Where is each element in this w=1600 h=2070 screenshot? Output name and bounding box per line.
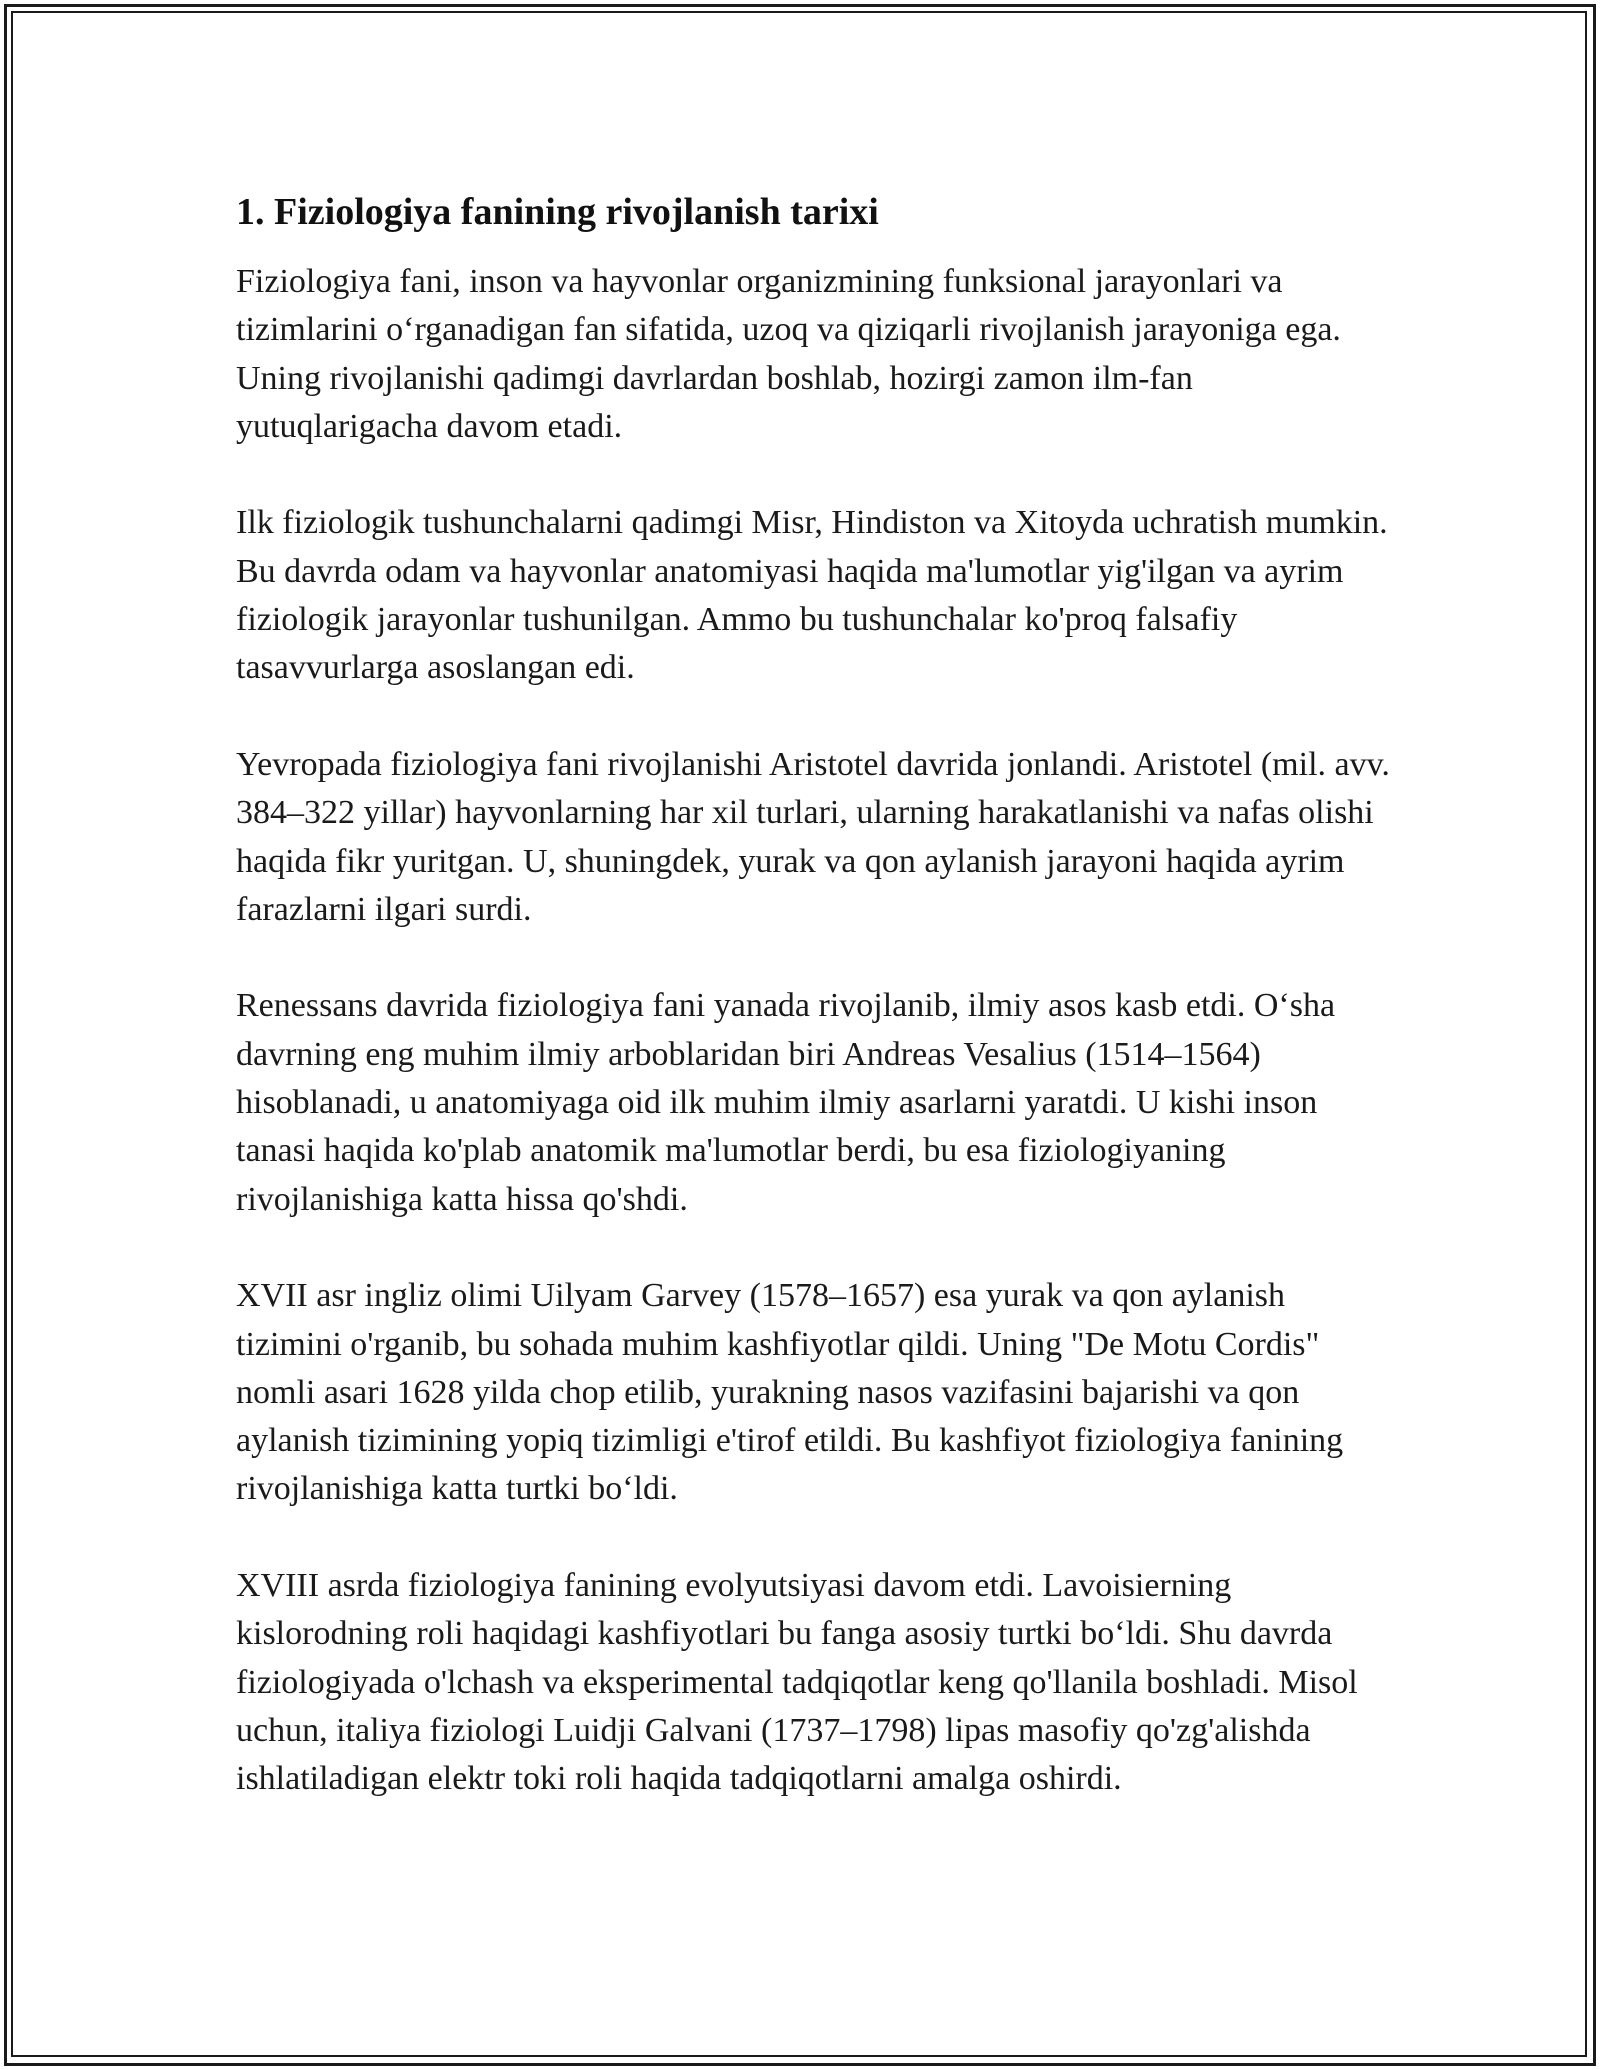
document-body: [236, 188, 1396, 1804]
paragraph-eighteenth-century: XVIII asrda fiziologiya fanining evolyutsiyasi davom etdi. Lavoisierning kislorodning roli haqidagi kashfiyotlari bu fanga asosiy turtki bo‘ldi. Shu davrda fiziologiyada o'lchash va eksperimental tadqiqotlar keng qo'llanila boshladi. Misol uchun, italiya fiziologi Luidji Galvani (1737–1798) lipas masofiy qo'zg'alishda ishlatiladigan elektr toki roli haqida tadqiqotlarni amalga oshirdi.: [236, 1567, 1358, 1798]
paragraph-intro: Fiziologiya fani, inson va hayvonlar organizmining funksional jarayonlari va tizimlarini o‘rganadigan fan sifatida, uzoq va qiziqarli rivojlanish jarayoniga ega. Uning rivojlanishi qadimgi davrlardan boshlab, hozirgi zamon ilm-fan yutuqlarigacha davom etadi.: [236, 263, 1341, 445]
paragraph-harvey: XVII asr ingliz olimi Uilyam Garvey (1578–1657) esa yurak va qon aylanish tizimini o'rganib, bu sohada muhim kashfiyotlar qildi. Uning "De Motu Cordis" nomli asari 1628 yilda chop etilib, yurakning nasos vazifasini bajarishi va qon aylanish tizimining yopiq tizimligi e'tirof etildi. Bu kashfiyot fiziologiya fanining rivojlanishiga katta turtki bo‘ldi.: [236, 1277, 1344, 1508]
section-heading: 1. Fiziologiya fanining rivojlanish tarixi: [236, 191, 879, 233]
paragraph-aristotle: Yevropada fiziologiya fani rivojlanishi Aristotel davrida jonlandi. Aristotel (mil. avv. 384–322 yillar) hayvonlarning har xil turlari, ularning harakatlanishi va nafas olishi haqida fikr yuritgan. U, shuningdek, yurak va qon aylanish jarayoni haqida ayrim farazlarni ilgari surdi.: [236, 745, 1390, 928]
paragraph-ancient-civilizations: Ilk fiziologik tushunchalarni qadimgi Misr, Hindiston va Xitoyda uchratish mumkin. Bu davrda odam va hayvonlar anatomiyasi haqida ma'lumotlar yig'ilgan va ayrim fiziologik jarayonlar tushunilgan. Ammo bu tushunchalar ko'proq falsafiy tasavvurlarga asoslangan edi.: [236, 504, 1388, 687]
paragraph-renaissance: Renessans davrida fiziologiya fani yanada rivojlanib, ilmiy asos kasb etdi. O‘sha davrning eng muhim ilmiy arboblaridan biri Andreas Vesalius (1514–1564) hisoblanadi, u anatomiyaga oid ilk muhim ilmiy asarlarni yaratdi. U kishi inson tanasi haqida ko'plab anatomik ma'lumotlar berdi, bu esa fiziologiyaning rivojlanishiga katta hissa qo'shdi.: [236, 987, 1336, 1218]
